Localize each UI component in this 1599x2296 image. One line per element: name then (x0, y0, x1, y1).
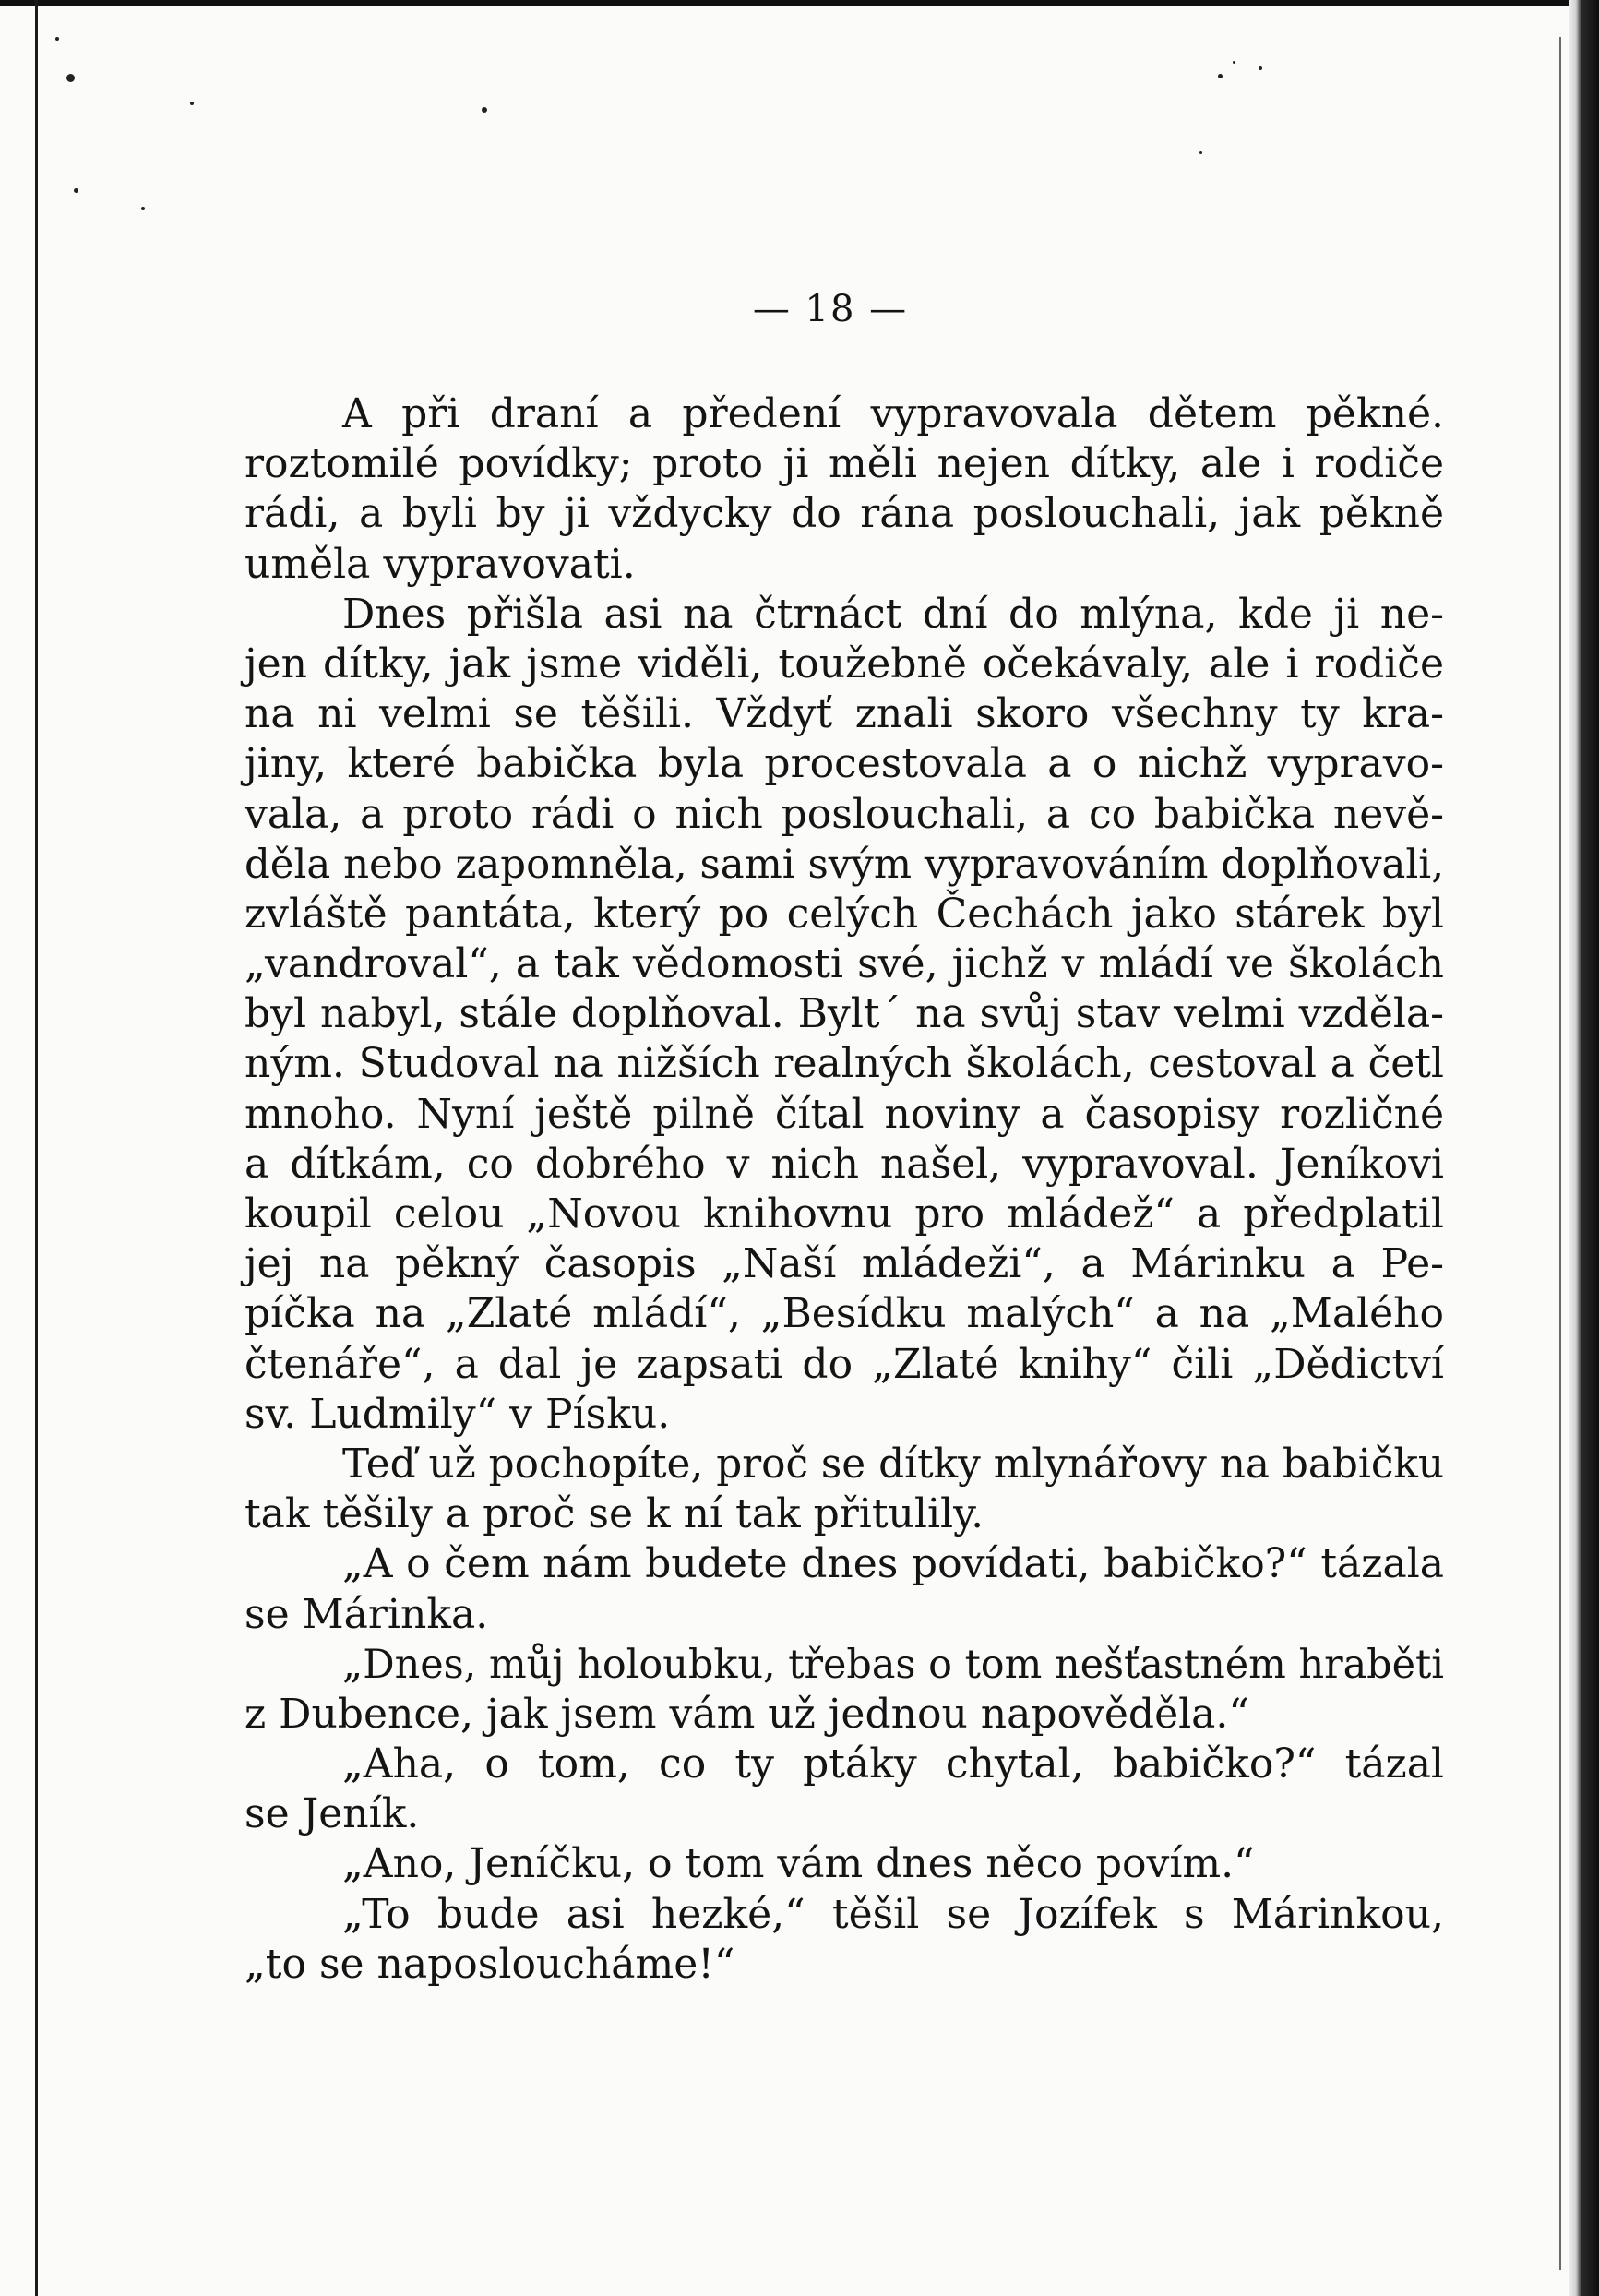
text-line: jiny, které babička byla procestovala a o nichž vypravo- (245, 740, 1444, 788)
scan-top-edge (0, 0, 1599, 6)
text-line: „Aha, o tom, co ty ptáky chytal, babičko?“ tázal (342, 1740, 1444, 1788)
book-binding-edge (1569, 0, 1599, 2296)
text-line: děla nebo zapomněla, sami svým vypravováním doplňovali, (245, 841, 1444, 888)
text-line: jej na pěkný časopis „Naší mládeži“, a Márinku a Pe- (245, 1240, 1444, 1288)
scan-speck (1199, 151, 1202, 154)
page-number: — 18 — (752, 288, 909, 330)
text-line: zvláště pantáta, který po celých Čechách jako stárek byl (245, 890, 1444, 938)
text-line: A při draní a předení vypravovala dětem pěkné. (342, 390, 1444, 437)
text-line: jen dítky, jak jsme viděli, toužebně očekávaly, ale i rodiče (245, 640, 1444, 688)
text-line: roztomilé povídky; proto ji měli nejen dítky, ale i rodiče (245, 440, 1444, 488)
scan-speck (141, 207, 145, 210)
scan-speck (1259, 66, 1262, 70)
scan-speck (1233, 61, 1235, 64)
scan-speck (482, 107, 487, 113)
text-line: koupil celou „Novou knihovnu pro mládež“ a předplatil (245, 1190, 1444, 1238)
text-line: na ni velmi se těšili. Vždyť znali skoro všechny ty kra- (245, 690, 1444, 738)
text-line: „Dnes, můj holoubku, třebas o tom nešťastném hraběti (342, 1641, 1444, 1688)
text-line: „Ano, Jeníčku, o tom vám dnes něco povím.“ (342, 1840, 1255, 1888)
text-line: vala, a proto rádi o nich poslouchali, a co babička nevě- (245, 790, 1444, 838)
text-line: ným. Studoval na nižších realných školách, cestoval a četl (245, 1040, 1444, 1088)
text-line: byl nabyl, stále doplňoval. Byltˊ na svůj stav velmi vzděla- (245, 990, 1444, 1038)
text-line: rádi, a byli by ji vždycky do rána poslouchali, jak pěkně (245, 490, 1444, 538)
text-line: Teď už pochopíte, proč se dítky mlynářovy na babičku (342, 1440, 1445, 1488)
text-line: mnoho. Nyní ještě pilně čítal noviny a časopisy rozličné (245, 1090, 1444, 1138)
text-line: „to se naposloucháme!“ (245, 1940, 735, 1988)
scan-speck (55, 37, 59, 41)
scan-speck (74, 188, 78, 193)
text-line: „To bude asi hezké,“ těšil se Jozífek s Márinkou, (342, 1890, 1444, 1938)
scan-speck (1218, 74, 1223, 78)
text-line: čtenáře“, a dal je zapsati do „Zlaté knihy“ čili „Dědictví (245, 1340, 1444, 1388)
page-gutter-line (1559, 37, 1561, 2270)
text-line: z Dubence, jak jsem vám už jednou napověděla.“ (245, 1690, 1249, 1738)
text-line: a dítkám, co dobrého v nich našel, vypravoval. Jeníkovi (245, 1140, 1444, 1188)
text-line: „vandroval“, a tak vědomosti své, jichž v mládí ve školách (245, 940, 1444, 988)
text-line: Dnes přišla asi na čtrnáct dní do mlýna, kde ji ne- (342, 590, 1444, 638)
text-line: sv. Ludmily“ v Písku. (245, 1390, 671, 1438)
text-line: uměla vypravovati. (245, 540, 636, 588)
text-line: tak těšily a proč se k ní tak přitulily. (245, 1490, 984, 1538)
scan-speck (66, 74, 75, 82)
text-line: se Márinka. (245, 1590, 489, 1638)
scan-speck (190, 102, 194, 105)
text-line: se Jeník. (245, 1790, 420, 1838)
scan-left-edge (35, 0, 38, 2296)
body-text (245, 389, 1444, 1990)
text-line: píčka na „Zlaté mládí“, „Besídku malých“ a na „Malého (245, 1290, 1444, 1338)
text-line: „A o čem nám budete dnes povídati, babičko?“ tázala (342, 1540, 1444, 1588)
